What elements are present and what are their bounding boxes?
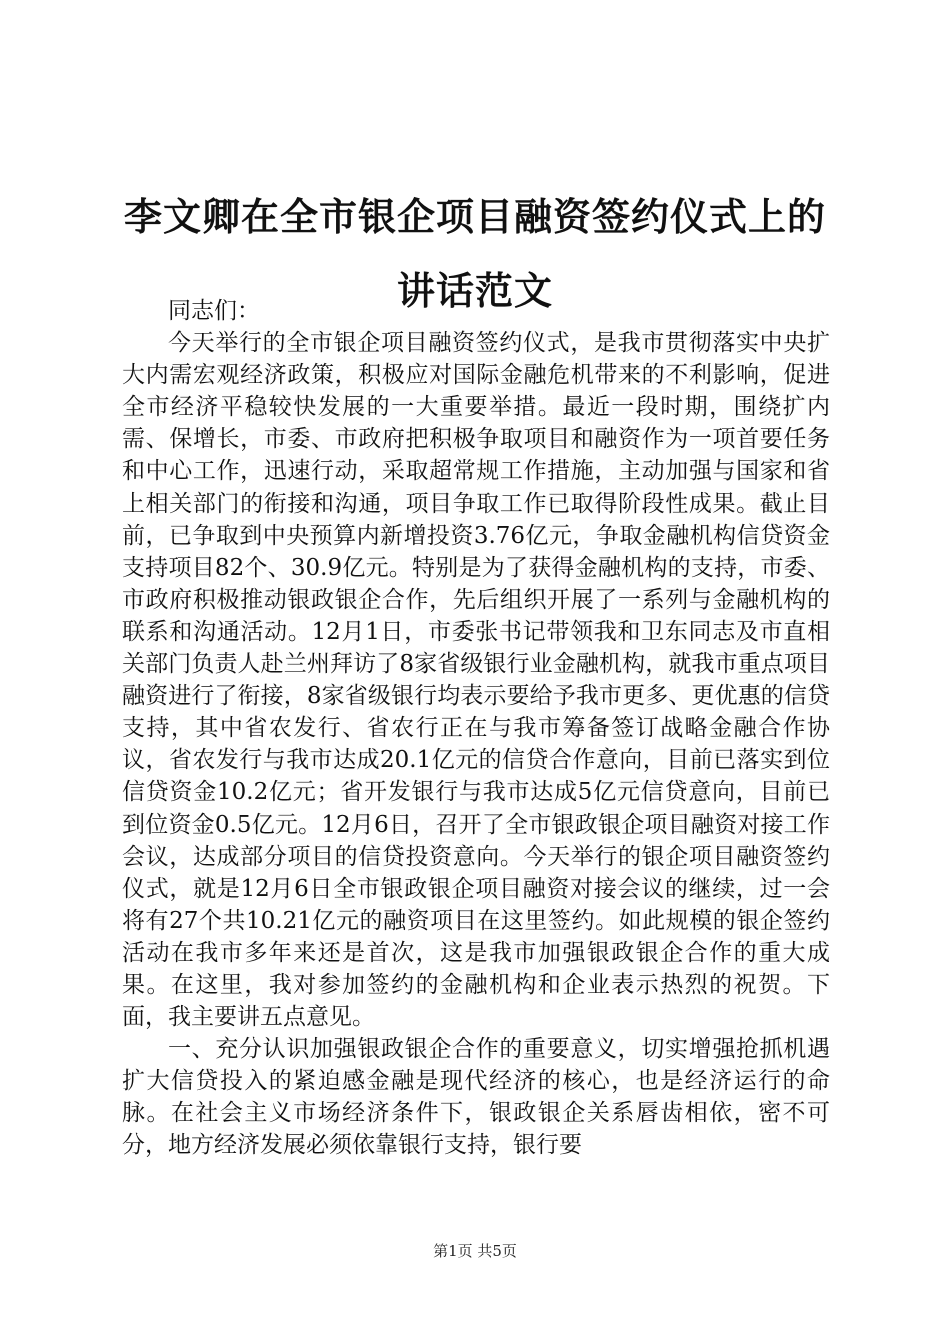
paragraph: 今天举行的全市银企项目融资签约仪式，是我市贯彻落实中央扩大内需宏观经济政策，积极应对国际金融危机带来的不利影响，促进全市经济平稳较快发展的一大重要举措。最近一段时期，围绕扩内需、保增长，市委、市政府把积极争取项目和融资作为一项首要任务和中心工作，迅速行动，采取超常规工作措施，主动加强与国家和省上相关部门的衔接和沟通，项目争取工作已取得阶段性成果。截止目前，已争取到中央预算内新增投资3.76亿元，争取金融机构信贷资金支持项目82个、30.9亿元。特别是为了获得金融机构的支持，市委、市政府积极推动银政银企合作，先后组织开展了一系列与金融机构的联系和沟通活动。12月1日，市委张书记带领我和卫东同志及市直相关部门负责人赴兰州拜访了8家省级银行业金融机构，就我市重点项目融资进行了衔接，8家省级银行均表示要给予我市更多、更优惠的信贷支持，其中省农发行、省农行正在与我市筹备签订战略金融合作协议，省农发行与我市达成20.1亿元的信贷合作意向，目前已落实到位信贷资金10.2亿元；省开发银行与我市达成5亿元信贷意向，目前已到位资金0.5亿元。12月6日，召开了全市银政银企项目融资对接工作会议，达成部分项目的信贷投资意向。今天举行的银企项目融资签约仪式，就是12月6日全市银政银企项目融资对接会议的继续，过一会将有27个共10.21亿元的融资项目在这里签约。如此规模的银企签约活动在我市多年来还是首次，这是我市加强银政银企合作的重大成果。在这里，我对参加签约的金融机构和企业表示热烈的祝贺。下面，我主要讲五点意见。 — [122, 330, 830, 1031]
document-title: 李文卿在全市银企项目融资签约仪式上的讲话范文 — [123, 195, 826, 313]
page-number: 第1页 共5页 — [433, 1242, 517, 1260]
paragraph: 一、充分认识加强银政银企合作的重要意义，切实增强抢抓机遇扩大信贷投入的紧迫感金融是现代经济的核心，也是经济运行的命脉。在社会主义市场经济条件下，银政银企关系唇齿相依，密不可分，地方经济发展必须依靠银行支持，银行要 — [122, 1036, 830, 1159]
page-footer — [0, 1240, 950, 1261]
document-body — [122, 295, 830, 1162]
salutation: 同志们： — [168, 298, 260, 324]
